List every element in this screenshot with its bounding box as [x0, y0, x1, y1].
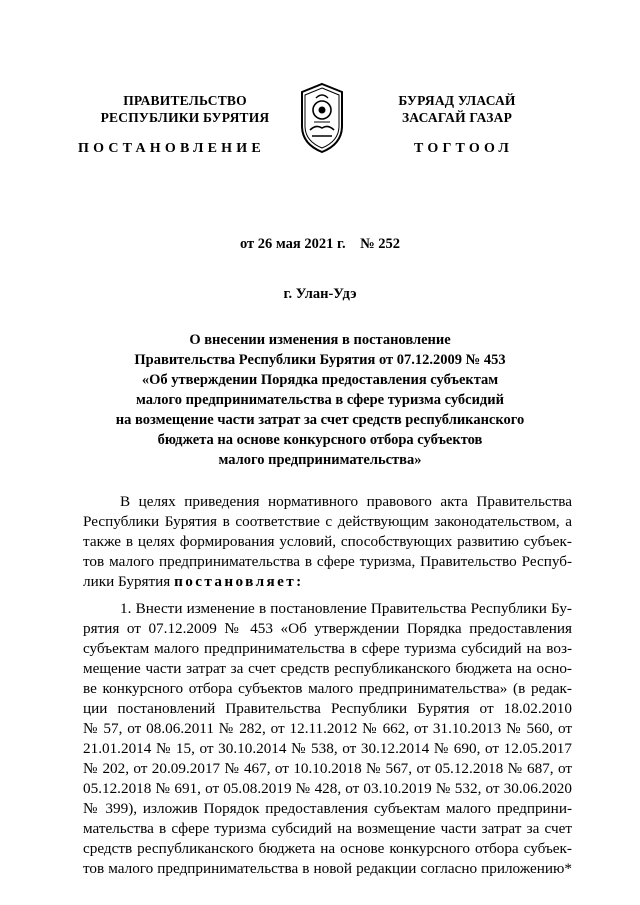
doc-type-russian: ПОСТАНОВЛЕНИЕ: [78, 141, 265, 156]
text-line: № 202, от 20.09.2017 № 467, от 10.10.2018 № 567, от 05.12.2018 № 687, от: [83, 760, 572, 777]
title-line: Правительства Республики Бурятия от 07.12.2009 № 453: [134, 352, 506, 368]
text-line: № 399), изложив Порядок предоставления субъектам малого предприни-: [83, 800, 572, 817]
title-line: малого предпринимательства в сфере туризма субсидий: [136, 392, 504, 408]
title-line: малого предпринимательства»: [218, 452, 422, 468]
text-line: 05.12.2018 № 691, от 05.08.2019 № 428, от 03.10.2019 № 532, от 30.06.2020: [83, 780, 572, 797]
text-line: 1. Внести изменение в постановление Правительства Республики Бу-: [120, 600, 572, 617]
issuer-line-2: РЕСПУБЛИКИ БУРЯТИЯ: [100, 110, 270, 125]
title-line: «Об утверждении Порядка предоставления субъектам: [141, 372, 499, 388]
issuer-name-buryat: [372, 92, 542, 126]
text-fragment: лики Бурятия: [83, 573, 171, 590]
issuer-name-russian: [100, 92, 270, 126]
text-line: также в целях формирования условий, способствующих развитию субъек-: [83, 533, 572, 550]
document-date-number: от 26 мая 2021 г. № 252: [239, 236, 401, 252]
text-line: [83, 572, 572, 592]
text-line: ции постановлений Правительства Республики Бурятия от 18.02.2010: [83, 700, 572, 717]
text-line: рятия от 07.12.2009 № 453 «Об утверждении Порядка предоставления: [83, 620, 572, 637]
title-line: бюджета на основе конкурсного отбора субъектов: [157, 432, 483, 448]
title-line: на возмещение части затрат за счет средств республиканского: [115, 412, 525, 428]
text-line: субъектам малого предпринимательства в сфере туризма субсидий на воз-: [83, 640, 572, 657]
text-line: мательства в сфере туризма субсидий на возмещение части затрат за счет: [83, 820, 572, 837]
resolution-word: постановляет:: [174, 573, 304, 590]
issuer-line-1-buryat: БУРЯАД УЛАСАЙ: [398, 93, 516, 108]
text-line: средств республиканского бюджета на основе конкурсного отбора субъек-: [83, 840, 572, 857]
text-line: № 57, от 08.06.2011 № 282, от 12.11.2012 № 662, от 31.10.2013 № 560, от: [83, 720, 572, 737]
text-line: ве конкурсного отбора субъектов малого предпринимательства» (в редак-: [83, 680, 572, 697]
issuer-line-1: ПРАВИТЕЛЬСТВО: [123, 93, 247, 108]
doc-type-buryat: ТОГТООЛ: [414, 141, 514, 156]
city: г. Улан-Удэ: [283, 286, 357, 302]
text-line: тов малого предпринимательства в новой редакции согласно приложению*: [83, 860, 572, 877]
text-line: 21.01.2014 № 15, от 30.10.2014 № 538, от 30.12.2014 № 690, от 12.05.2017: [83, 740, 572, 757]
document-title: [100, 330, 540, 470]
text-line: мещение части затрат за счет средств республиканского бюджета на осно-: [83, 660, 572, 677]
text-line: Республики Бурятия в соответствие с действующим законодательством, а: [83, 513, 572, 530]
coat-of-arms-icon: [296, 80, 348, 154]
text-line: В целях приведения нормативного правового акта Правительства: [120, 493, 572, 510]
text-line: тов малого предпринимательства в сфере туризма, Правительство Респуб-: [83, 553, 572, 570]
issuer-line-2-buryat: ЗАСАГАЙ ГАЗАР: [401, 110, 513, 125]
title-line: О внесении изменения в постановление: [189, 332, 451, 348]
